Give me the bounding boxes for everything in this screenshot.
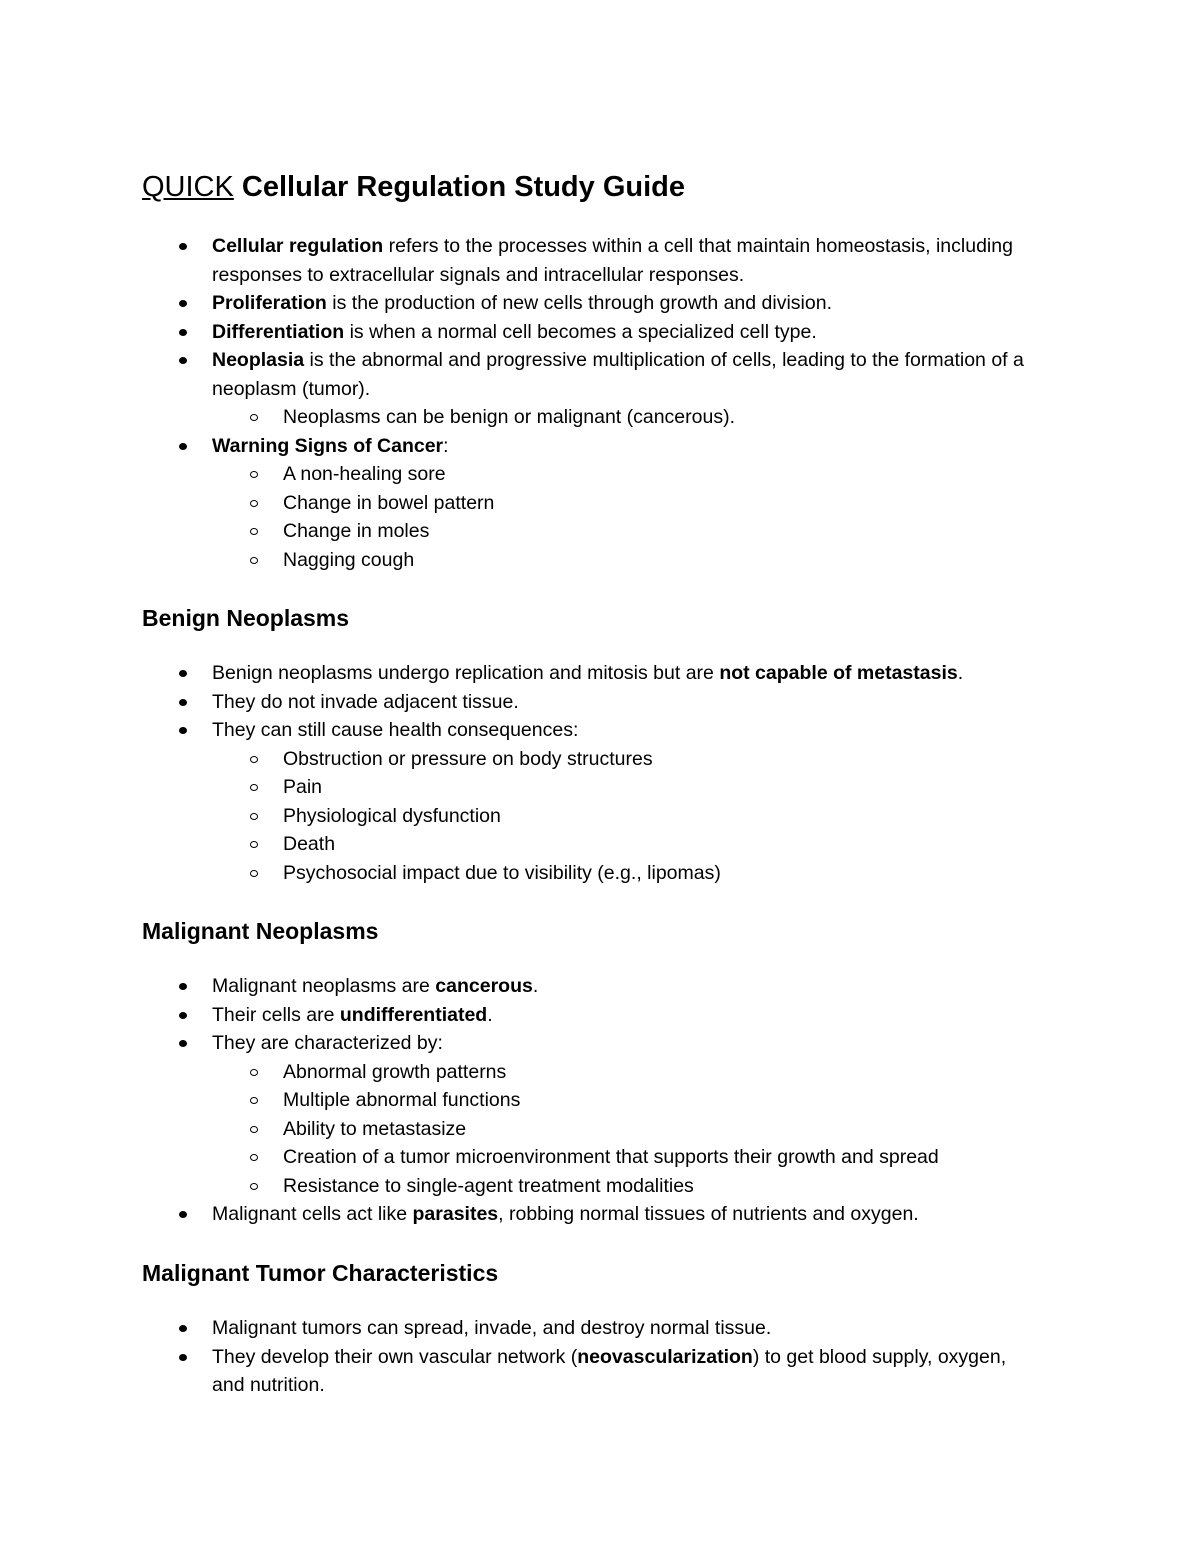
list-item — [142, 432, 1042, 575]
sub-list-item: Obstruction or pressure on body structures — [212, 745, 1042, 774]
item-text: Their cells are — [212, 1003, 340, 1026]
list-item — [142, 289, 1042, 318]
item-text: : — [443, 434, 449, 457]
item-text: Benign neoplasms undergo replication and mitosis but are — [212, 662, 720, 684]
list-item — [142, 232, 1042, 289]
malignant-list — [142, 972, 1042, 1229]
item-text: . — [957, 662, 964, 684]
list-item — [142, 972, 1042, 1001]
list-item — [142, 1343, 1042, 1400]
list-item — [142, 1001, 1042, 1030]
term: Warning Signs of Cancer — [212, 434, 444, 457]
section-heading: Benign Neoplasms — [142, 605, 350, 631]
sub-list-item: Pain — [212, 773, 1042, 802]
term: Proliferation — [212, 292, 327, 314]
sub-list-item: Death — [212, 830, 1042, 859]
list-item — [142, 716, 1042, 887]
list-item — [142, 1029, 1042, 1200]
item-text: is the abnormal and progressive multiplication of cells, leading to the formation of a neoplasm (tumor). — [212, 349, 1024, 400]
item-text: is the production of new cells through growth and division. — [326, 292, 832, 314]
emphasis: cancerous — [435, 975, 533, 997]
item-text: Malignant neoplasms are — [212, 975, 436, 997]
emphasis: neovascularization — [577, 1345, 753, 1368]
sub-list — [212, 460, 1042, 574]
emphasis: parasites — [412, 1203, 499, 1225]
sub-list-item: Ability to metastasize — [212, 1115, 1042, 1144]
sub-list-item: Change in moles — [212, 517, 1042, 546]
item-text: is when a normal cell becomes a specialized cell type. — [344, 320, 817, 343]
sub-list — [212, 745, 1042, 888]
term: Cellular regulation — [212, 235, 384, 257]
sub-list-item: Psychosocial impact due to visibility (e.g., lipomas) — [212, 859, 1042, 888]
benign-list — [142, 659, 1042, 887]
term: Differentiation — [212, 320, 345, 343]
list-item — [142, 318, 1042, 347]
sub-list-item: A non-healing sore — [212, 460, 1042, 489]
item-text: . — [532, 975, 539, 997]
term: Neoplasia — [212, 349, 305, 371]
list-item — [142, 1200, 1042, 1229]
emphasis: undifferentiated — [339, 1003, 488, 1026]
item-text: , robbing normal tissues of nutrients and oxygen. — [498, 1203, 919, 1225]
item-text: Malignant cells act like — [212, 1203, 413, 1225]
item-text: They are characterized by: — [212, 1032, 443, 1054]
sub-list-item: Multiple abnormal functions — [212, 1086, 1042, 1115]
item-text: . — [487, 1003, 493, 1026]
item-text: They can still cause health consequences: — [212, 719, 579, 741]
sub-list-item: Physiological dysfunction — [212, 802, 1042, 831]
title-rest: Cellular Regulation Study Guide — [241, 171, 686, 203]
item-text: They develop their own vascular network ( — [212, 1345, 578, 1368]
section-heading: Malignant Neoplasms — [142, 918, 379, 944]
list-item — [142, 346, 1042, 432]
sub-list — [212, 403, 1042, 432]
list-item: They do not invade adjacent tissue. — [142, 688, 1042, 717]
item-text: ) to get blood supply, oxygen, and nutrition. — [212, 1345, 1007, 1396]
intro-list — [142, 232, 1042, 574]
sub-list-item: Nagging cough — [212, 546, 1042, 575]
sub-list — [212, 1058, 1042, 1201]
section-heading: Malignant Tumor Characteristics — [142, 1260, 499, 1286]
sub-list-item: Neoplasms can be benign or malignant (cancerous). — [212, 403, 1042, 432]
page-title — [142, 168, 685, 206]
sub-list-item: Creation of a tumor microenvironment that supports their growth and spread — [212, 1143, 1042, 1172]
sub-list-item: Abnormal growth patterns — [212, 1058, 1042, 1087]
item-text: refers to the processes within a cell that maintain homeostasis, including responses to extracellular signals and intracellular responses. — [212, 235, 1013, 286]
sub-list-item: Resistance to single-agent treatment modalities — [212, 1172, 1042, 1201]
list-item: Malignant tumors can spread, invade, and destroy normal tissue. — [142, 1314, 1042, 1343]
sub-list-item: Change in bowel pattern — [212, 489, 1042, 518]
list-item — [142, 659, 1042, 688]
title-underlined-word: QUICK — [142, 171, 234, 203]
tumor-list — [142, 1314, 1042, 1400]
emphasis: not capable of metastasis — [719, 662, 958, 684]
